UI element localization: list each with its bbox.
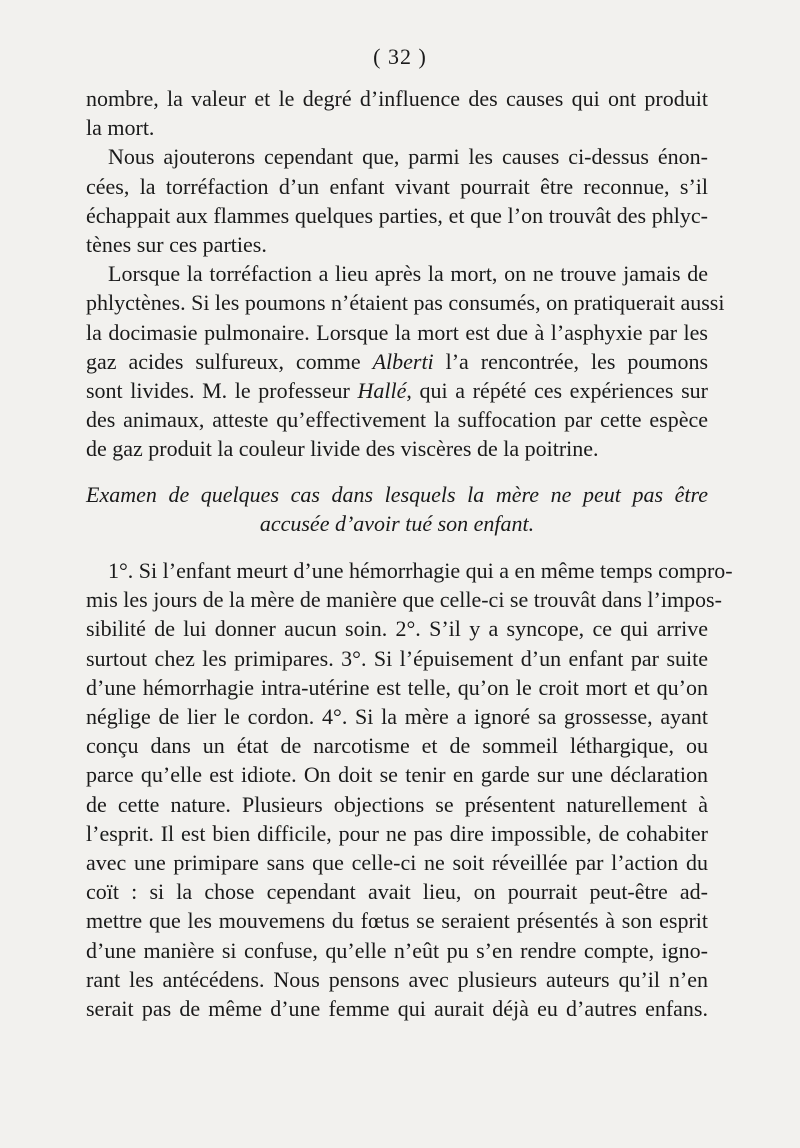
text-line: mettre que les mouvemens du fœtus se seraient présentés à son esprit bbox=[86, 908, 708, 934]
text-line: conçu dans un état de narcotisme et de sommeil léthargique, ou bbox=[86, 733, 708, 759]
paragraph-1 bbox=[86, 84, 708, 142]
text-line: échappait aux flammes quelques parties, et que l’on trouvât des phlyc- bbox=[86, 202, 708, 228]
text-line: Lorsque la torréfaction a lieu après la mort, on ne trouve jamais de bbox=[108, 261, 708, 287]
text-line: la mort. bbox=[86, 115, 155, 141]
text-line: d’une manière si confuse, qu’elle n’eût pu s’en rendre compte, igno- bbox=[86, 937, 708, 963]
text-line: mis les jours de la mère de manière que celle-ci se trouvât dans l’impos- bbox=[86, 587, 722, 613]
italic-name-alberti: Alberti bbox=[372, 348, 434, 374]
text-segment: , qui a répété ces expériences sur bbox=[406, 378, 709, 404]
heading-line: Examen de quelques cas dans lesquels la mère ne peut pas être bbox=[86, 481, 708, 507]
text-segment: l’a rencontrée, les poumons bbox=[445, 348, 709, 374]
text-line: d’une hémorrhagie intra-utérine est telle, qu’on le croit mort et qu’on bbox=[86, 674, 708, 700]
text-line: surtout chez les primipares. 3°. Si l’épuisement d’un enfant par suite bbox=[86, 645, 708, 671]
text-line-with-italic bbox=[86, 347, 708, 376]
body-text bbox=[86, 84, 733, 1023]
text-line-with-italic bbox=[86, 376, 708, 405]
section-heading bbox=[86, 480, 708, 538]
text-line: 1°. Si l’enfant meurt d’une hémorrhagie qui a en même temps compro- bbox=[108, 558, 733, 584]
text-line: tènes sur ces parties. bbox=[86, 232, 267, 258]
text-line: de cette nature. Plusieurs objections se présentent naturellement à bbox=[86, 791, 708, 817]
text-segment: sont livides. M. le professeur bbox=[86, 378, 350, 404]
text-line: phlyctènes. Si les poumons n’étaient pas consumés, on pratiquerait aussi bbox=[86, 290, 725, 316]
text-line: des animaux, atteste qu’effectivement la suffocation par cette espèce bbox=[86, 407, 708, 433]
paragraph-4 bbox=[86, 556, 733, 1023]
text-line: néglige de lier le cordon. 4°. Si la mère a ignoré sa grossesse, ayant bbox=[86, 704, 708, 730]
text-line: coït : si la chose cependant avait lieu, on pourrait peut-être ad- bbox=[86, 879, 708, 905]
text-segment: gaz acides sulfureux, comme bbox=[86, 348, 361, 374]
text-line: de gaz produit la couleur livide des viscères de la poitrine. bbox=[86, 436, 599, 462]
text-line: cées, la torréfaction d’un enfant vivant pourrait être reconnue, s’il bbox=[86, 173, 708, 199]
paragraph-2 bbox=[86, 142, 708, 259]
text-line: Nous ajouterons cependant que, parmi les causes ci-dessus énon- bbox=[108, 144, 708, 170]
text-line: l’esprit. Il est bien difficile, pour ne pas dire impossible, de cohabiter bbox=[86, 820, 708, 846]
text-line: la docimasie pulmonaire. Lorsque la mort est due à l’asphyxie par les bbox=[86, 319, 708, 345]
text-line: serait pas de même d’une femme qui aurait déjà eu d’autres enfans. bbox=[86, 996, 708, 1022]
italic-name-halle: Hallé bbox=[357, 378, 407, 404]
text-line: parce qu’elle est idiote. On doit se tenir en garde sur une déclaration bbox=[86, 762, 708, 788]
page-number: ( 32 ) bbox=[373, 44, 427, 69]
text-line: rant les antécédens. Nous pensons avec plusieurs auteurs qu’il n’en bbox=[86, 966, 708, 992]
heading-line: accusée d’avoir tué son enfant. bbox=[259, 510, 535, 536]
text-line: avec une primipare sans que celle-ci ne soit réveillée par l’action du bbox=[86, 850, 708, 876]
text-line: nombre, la valeur et le degré d’influence des causes qui ont produit bbox=[86, 86, 708, 111]
text-line: sibilité de lui donner aucun soin. 2°. S’il y a syncope, ce qui arrive bbox=[86, 616, 708, 642]
paragraph-3 bbox=[86, 259, 725, 463]
